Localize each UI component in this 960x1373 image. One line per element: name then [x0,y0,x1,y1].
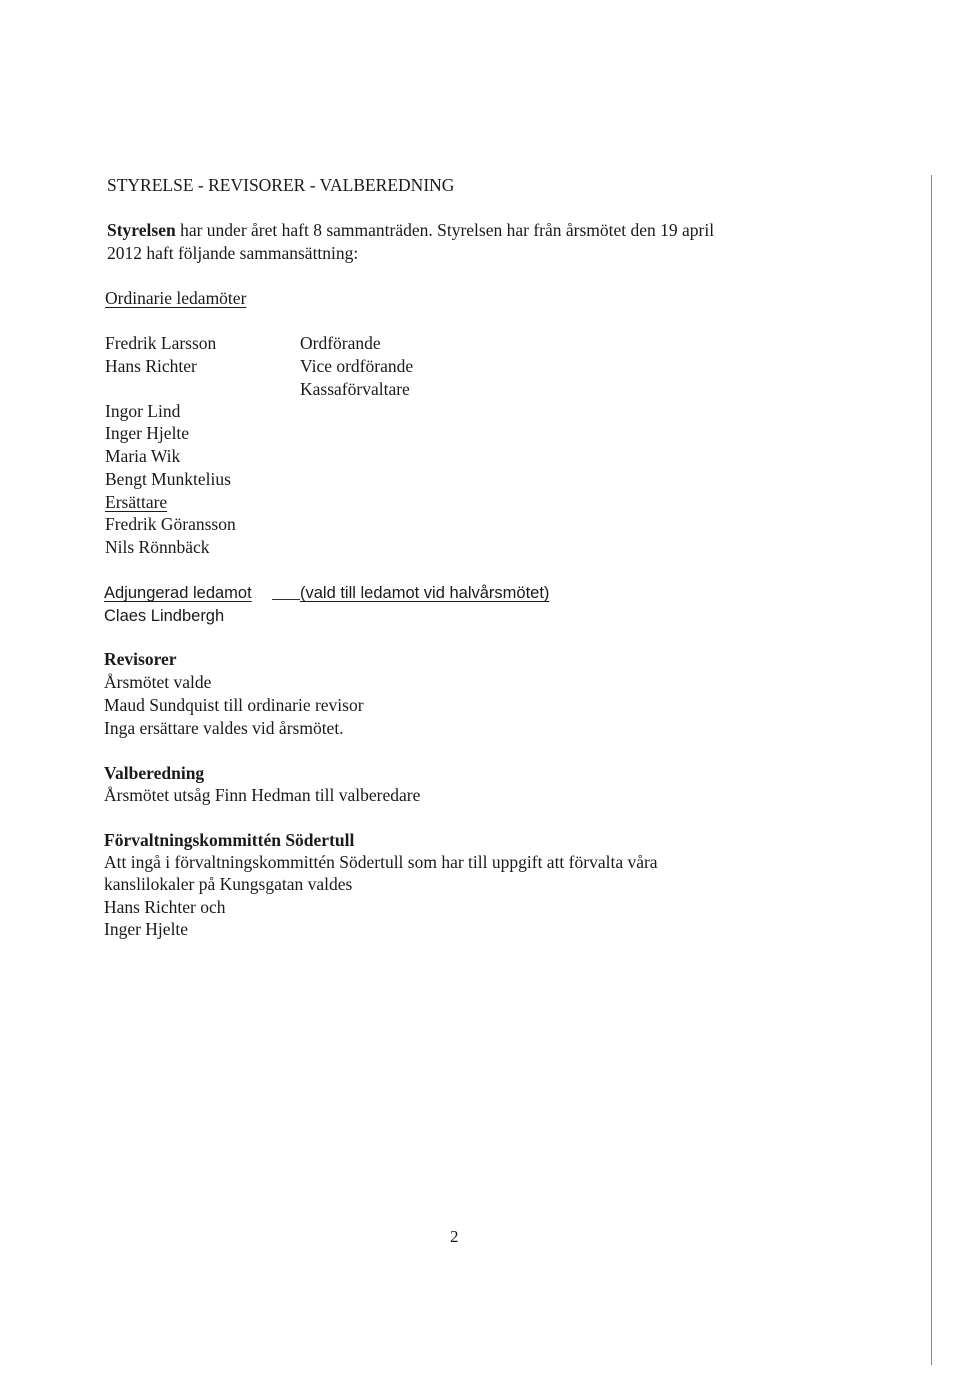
page-number: 2 [450,1227,459,1246]
auditors-line: Inga ersättare valdes vid årsmötet. [104,718,344,738]
intro-bold-word: Styrelsen [107,220,176,240]
member-name: Inger Hjelte [105,423,190,443]
auditors-heading: Revisorer [104,649,177,669]
adjunct-name: Claes Lindbergh [104,607,225,625]
committee-heading: Förvaltningskommittén Södertull [104,830,355,850]
nomination-heading: Valberedning [104,763,205,783]
auditors-line: Maud Sundquist till ordinarie revisor [104,695,364,715]
member-name: Hans Richter [105,356,197,376]
scan-edge-line [931,175,932,1365]
intro-line-1-text: har under året haft 8 sammanträden. Styrelsen har från årsmötet den 19 april [175,220,715,240]
member-name: Maria Wik [105,446,181,466]
nomination-line: Årsmötet utsåg Finn Hedman till valberedare [104,785,421,805]
member-name: Bengt Munktelius [105,469,231,489]
adjunct-label: Adjungerad ledamot [104,584,252,602]
committee-line: Inger Hjelte [104,919,189,939]
page-title: STYRELSE - REVISORER - VALBEREDNING [107,175,455,195]
adjunct-underline-gap [272,599,300,600]
member-role: Ordförande [300,333,381,353]
ordinary-members-label: Ordinarie ledamöter [105,288,247,308]
intro-line-2: 2012 haft följande sammansättning: [107,243,359,263]
substitute-name: Fredrik Göransson [105,514,236,534]
committee-line: kanslilokaler på Kungsgatan valdes [104,874,353,894]
member-name: Fredrik Larsson [105,333,217,353]
substitute-name: Nils Rönnbäck [105,537,210,557]
member-role: Vice ordförande [300,356,414,376]
member-name: Ingor Lind [105,401,181,421]
member-role: Kassaförvaltare [300,379,410,399]
intro-line-1 [107,219,714,241]
committee-line: Att ingå i förvaltningskommittén Södertull som har till uppgift att förvalta våra [104,852,658,872]
adjunct-note: (vald till ledamot vid halvårsmötet) [300,584,550,602]
committee-line: Hans Richter och [104,897,226,917]
auditors-line: Årsmötet valde [104,672,212,692]
substitutes-label: Ersättare [105,492,168,512]
